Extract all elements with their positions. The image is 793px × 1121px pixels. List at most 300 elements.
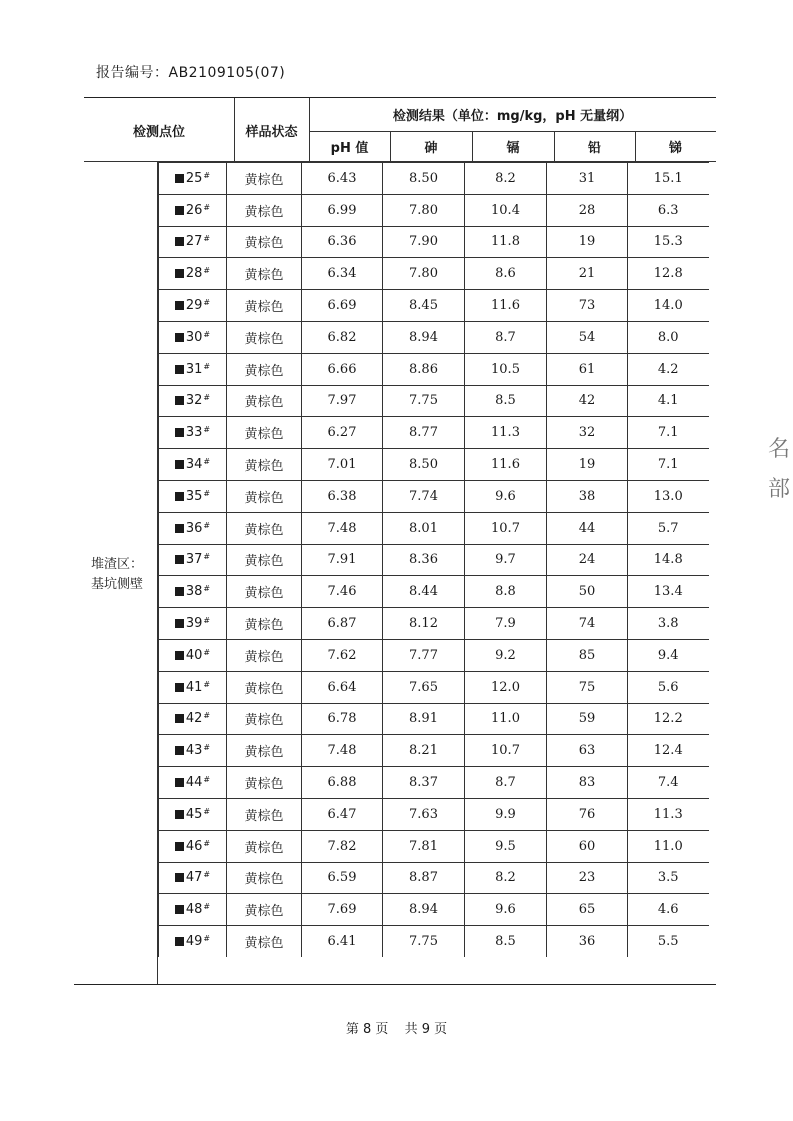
ph-cell: 7.46: [302, 576, 383, 608]
antimony-cell: 8.0: [628, 321, 709, 353]
lead-cell: 85: [547, 639, 628, 671]
point-cell: [159, 830, 227, 862]
point-cell: [159, 194, 227, 226]
cadmium-cell: 8.7: [465, 767, 547, 799]
arsenic-cell: 8.50: [383, 449, 465, 481]
group-label: [76, 555, 158, 595]
table-row: [159, 576, 709, 608]
point-cell: [159, 576, 227, 608]
point-number: 35: [185, 488, 203, 504]
arsenic-cell: 7.75: [383, 385, 465, 417]
sample-state-cell: 黄棕色: [227, 290, 302, 322]
point-cell: [159, 894, 227, 926]
table-row: [159, 226, 709, 258]
point-cell: [159, 163, 227, 195]
table-row: [159, 639, 709, 671]
ph-cell: 6.36: [302, 226, 383, 258]
ph-cell: 6.82: [302, 321, 383, 353]
point-number: 40: [185, 647, 203, 663]
header-col-lead: 铅: [587, 141, 601, 156]
antimony-cell: 11.3: [628, 798, 709, 830]
antimony-cell: 14.8: [628, 544, 709, 576]
point-hash-mark: #: [203, 838, 211, 848]
point-hash-mark: #: [203, 647, 211, 657]
antimony-cell: 4.2: [628, 353, 709, 385]
table-header: [0, 98, 793, 162]
ph-cell: 6.64: [302, 671, 383, 703]
antimony-cell: 14.0: [628, 290, 709, 322]
report-number: 报告编号：AB2109105(07): [96, 65, 286, 81]
ph-cell: 6.34: [302, 258, 383, 290]
table-row: [159, 163, 709, 195]
arsenic-cell: 8.21: [383, 735, 465, 767]
table-row: [159, 417, 709, 449]
square-marker-icon: [175, 174, 184, 183]
sample-state-cell: 黄棕色: [227, 576, 302, 608]
ph-cell: 7.82: [302, 830, 383, 862]
table-row: [159, 926, 709, 958]
point-hash-mark: #: [203, 870, 211, 880]
antimony-cell: 13.0: [628, 480, 709, 512]
point-number: 44: [185, 775, 203, 791]
results-table-body: [159, 163, 709, 958]
point-number: 32: [185, 393, 203, 409]
header-divider: [309, 98, 310, 162]
point-hash-mark: #: [203, 775, 211, 785]
cadmium-cell: 8.5: [465, 385, 547, 417]
point-cell: [159, 290, 227, 322]
point-number: 30: [185, 329, 203, 345]
antimony-cell: 12.8: [628, 258, 709, 290]
arsenic-cell: 7.65: [383, 671, 465, 703]
cadmium-cell: 12.0: [465, 671, 547, 703]
arsenic-cell: 7.74: [383, 480, 465, 512]
antimony-cell: 13.4: [628, 576, 709, 608]
square-marker-icon: [175, 651, 184, 660]
square-marker-icon: [175, 206, 184, 215]
antimony-cell: 7.4: [628, 767, 709, 799]
point-hash-mark: #: [203, 902, 211, 912]
cadmium-cell: 9.5: [465, 830, 547, 862]
cadmium-cell: 11.0: [465, 703, 547, 735]
point-hash-mark: #: [203, 488, 211, 498]
lead-cell: 19: [547, 449, 628, 481]
table-row: [159, 608, 709, 640]
ph-cell: 7.69: [302, 894, 383, 926]
lead-cell: 31: [547, 163, 628, 195]
point-hash-mark: #: [203, 520, 211, 530]
sample-state-cell: 黄棕色: [227, 449, 302, 481]
ph-cell: 7.48: [302, 735, 383, 767]
point-number: 29: [185, 298, 203, 314]
table-row: [159, 544, 709, 576]
point-hash-mark: #: [203, 361, 211, 371]
point-number: 31: [185, 361, 203, 377]
table-row: [159, 290, 709, 322]
point-number: 41: [185, 679, 203, 695]
point-number: 43: [185, 743, 203, 759]
lead-cell: 83: [547, 767, 628, 799]
point-cell: [159, 608, 227, 640]
antimony-cell: 15.3: [628, 226, 709, 258]
arsenic-cell: 8.37: [383, 767, 465, 799]
cadmium-cell: 11.6: [465, 290, 547, 322]
table-row: [159, 258, 709, 290]
point-hash-mark: #: [203, 616, 211, 626]
ph-cell: 6.69: [302, 290, 383, 322]
cadmium-cell: 8.2: [465, 163, 547, 195]
arsenic-cell: 8.36: [383, 544, 465, 576]
cadmium-cell: 11.8: [465, 226, 547, 258]
point-hash-mark: #: [203, 584, 211, 594]
arsenic-cell: 7.90: [383, 226, 465, 258]
lead-cell: 24: [547, 544, 628, 576]
ph-cell: 6.66: [302, 353, 383, 385]
square-marker-icon: [175, 301, 184, 310]
point-hash-mark: #: [203, 234, 211, 244]
sample-state-cell: 黄棕色: [227, 544, 302, 576]
sample-state-cell: 黄棕色: [227, 417, 302, 449]
square-marker-icon: [175, 333, 184, 342]
cadmium-cell: 9.6: [465, 894, 547, 926]
point-number: 36: [185, 520, 203, 536]
cadmium-cell: 10.7: [465, 512, 547, 544]
point-hash-mark: #: [203, 393, 211, 403]
square-marker-icon: [175, 396, 184, 405]
square-marker-icon: [175, 905, 184, 914]
point-number: 49: [185, 934, 203, 950]
sample-state-cell: 黄棕色: [227, 862, 302, 894]
cadmium-cell: 8.7: [465, 321, 547, 353]
ph-cell: 7.91: [302, 544, 383, 576]
arsenic-cell: 8.87: [383, 862, 465, 894]
cadmium-cell: 9.9: [465, 798, 547, 830]
table-row: [159, 894, 709, 926]
square-marker-icon: [175, 587, 184, 596]
table-row: [159, 385, 709, 417]
lead-cell: 42: [547, 385, 628, 417]
antimony-cell: 5.6: [628, 671, 709, 703]
side-stamp-fragment: [768, 430, 793, 580]
square-marker-icon: [175, 778, 184, 787]
point-hash-mark: #: [203, 934, 211, 944]
header-divider: [390, 131, 391, 162]
point-hash-mark: #: [203, 329, 211, 339]
table-row: [159, 735, 709, 767]
square-marker-icon: [175, 937, 184, 946]
arsenic-cell: 8.45: [383, 290, 465, 322]
antimony-cell: 9.4: [628, 639, 709, 671]
point-hash-mark: #: [203, 425, 211, 435]
ph-cell: 6.43: [302, 163, 383, 195]
point-cell: [159, 226, 227, 258]
sample-state-cell: 黄棕色: [227, 480, 302, 512]
point-hash-mark: #: [203, 806, 211, 816]
arsenic-cell: 8.50: [383, 163, 465, 195]
square-marker-icon: [175, 428, 184, 437]
point-number: 42: [185, 711, 203, 727]
lead-cell: 36: [547, 926, 628, 958]
table-bottom-rule: [74, 984, 716, 985]
ph-cell: 6.88: [302, 767, 383, 799]
sample-state-cell: 黄棕色: [227, 353, 302, 385]
table-row: [159, 798, 709, 830]
cadmium-cell: 10.5: [465, 353, 547, 385]
header-divider: [472, 131, 473, 162]
lead-cell: 59: [547, 703, 628, 735]
cadmium-cell: 8.8: [465, 576, 547, 608]
point-number: 37: [185, 552, 203, 568]
square-marker-icon: [175, 269, 184, 278]
point-cell: [159, 926, 227, 958]
ph-cell: 6.27: [302, 417, 383, 449]
header-col-arsenic: 砷: [424, 141, 438, 156]
point-hash-mark: #: [203, 170, 211, 180]
point-cell: [159, 544, 227, 576]
arsenic-cell: 8.94: [383, 321, 465, 353]
arsenic-cell: 8.12: [383, 608, 465, 640]
arsenic-cell: 8.91: [383, 703, 465, 735]
page-footer: [0, 1018, 793, 1037]
point-hash-mark: #: [203, 266, 211, 276]
lead-cell: 32: [547, 417, 628, 449]
header-col-cadmium: 镉: [506, 141, 520, 156]
point-hash-mark: #: [203, 711, 211, 721]
arsenic-cell: 8.86: [383, 353, 465, 385]
lead-cell: 44: [547, 512, 628, 544]
ph-cell: 6.41: [302, 926, 383, 958]
sample-state-cell: 黄棕色: [227, 767, 302, 799]
cadmium-cell: 8.5: [465, 926, 547, 958]
point-cell: [159, 353, 227, 385]
sample-state-cell: 黄棕色: [227, 830, 302, 862]
ph-cell: 6.47: [302, 798, 383, 830]
lead-cell: 19: [547, 226, 628, 258]
header-divider: [554, 131, 555, 162]
antimony-cell: 5.5: [628, 926, 709, 958]
point-hash-mark: #: [203, 743, 211, 753]
header-col-ph: pH 值: [330, 141, 369, 156]
square-marker-icon: [175, 810, 184, 819]
header-divider: [635, 131, 636, 162]
cadmium-cell: 9.6: [465, 480, 547, 512]
header-divider: [309, 131, 716, 132]
lead-cell: 76: [547, 798, 628, 830]
cadmium-cell: 11.3: [465, 417, 547, 449]
point-hash-mark: #: [203, 679, 211, 689]
square-marker-icon: [175, 524, 184, 533]
point-number: 47: [185, 870, 203, 886]
antimony-cell: 7.1: [628, 417, 709, 449]
ph-cell: 6.78: [302, 703, 383, 735]
sample-state-cell: 黄棕色: [227, 735, 302, 767]
sample-state-cell: 黄棕色: [227, 226, 302, 258]
table-row: [159, 703, 709, 735]
lead-cell: 21: [547, 258, 628, 290]
results-table: [158, 162, 709, 957]
square-marker-icon: [175, 746, 184, 755]
sample-state-cell: 黄棕色: [227, 385, 302, 417]
square-marker-icon: [175, 842, 184, 851]
cadmium-cell: 10.7: [465, 735, 547, 767]
square-marker-icon: [175, 237, 184, 246]
arsenic-cell: 8.44: [383, 576, 465, 608]
table-row: [159, 862, 709, 894]
page-total: 共 9 页: [404, 1022, 448, 1037]
arsenic-cell: 7.77: [383, 639, 465, 671]
antimony-cell: 5.7: [628, 512, 709, 544]
point-number: 46: [185, 838, 203, 854]
square-marker-icon: [175, 460, 184, 469]
sample-state-cell: 黄棕色: [227, 894, 302, 926]
point-cell: [159, 767, 227, 799]
lead-cell: 38: [547, 480, 628, 512]
cadmium-cell: 8.6: [465, 258, 547, 290]
antimony-cell: 12.2: [628, 703, 709, 735]
header-location: 检测点位: [132, 124, 185, 140]
point-cell: [159, 258, 227, 290]
table-row: [159, 480, 709, 512]
lead-cell: 73: [547, 290, 628, 322]
sample-state-cell: 黄棕色: [227, 671, 302, 703]
side-stamp-line2: 部: [768, 477, 791, 502]
point-number: 45: [185, 806, 203, 822]
antimony-cell: 11.0: [628, 830, 709, 862]
table-row: [159, 671, 709, 703]
ph-cell: 6.59: [302, 862, 383, 894]
square-marker-icon: [175, 619, 184, 628]
square-marker-icon: [175, 555, 184, 564]
ph-cell: 7.01: [302, 449, 383, 481]
point-cell: [159, 703, 227, 735]
point-hash-mark: #: [203, 298, 211, 308]
cadmium-cell: 9.7: [465, 544, 547, 576]
table-row: [159, 321, 709, 353]
antimony-cell: 3.5: [628, 862, 709, 894]
antimony-cell: 6.3: [628, 194, 709, 226]
point-hash-mark: #: [203, 202, 211, 212]
square-marker-icon: [175, 365, 184, 374]
arsenic-cell: 7.80: [383, 194, 465, 226]
cadmium-cell: 11.6: [465, 449, 547, 481]
ph-cell: 6.38: [302, 480, 383, 512]
group-label-line1: 堆渣区：: [90, 557, 143, 572]
point-number: 33: [185, 425, 203, 441]
lead-cell: 74: [547, 608, 628, 640]
table-row: [159, 353, 709, 385]
sample-state-cell: 黄棕色: [227, 703, 302, 735]
point-hash-mark: #: [203, 457, 211, 467]
header-divider: [234, 98, 235, 162]
arsenic-cell: 8.01: [383, 512, 465, 544]
point-number: 34: [185, 457, 203, 473]
lead-cell: 50: [547, 576, 628, 608]
cadmium-cell: 8.2: [465, 862, 547, 894]
sample-state-cell: 黄棕色: [227, 608, 302, 640]
antimony-cell: 3.8: [628, 608, 709, 640]
header-col-antimony: 锑: [668, 141, 682, 156]
point-cell: [159, 862, 227, 894]
sample-state-cell: 黄棕色: [227, 321, 302, 353]
point-cell: [159, 735, 227, 767]
point-cell: [159, 480, 227, 512]
lead-cell: 60: [547, 830, 628, 862]
ph-cell: 7.62: [302, 639, 383, 671]
table-row: [159, 194, 709, 226]
ph-cell: 6.87: [302, 608, 383, 640]
sample-state-cell: 黄棕色: [227, 639, 302, 671]
table-row: [159, 449, 709, 481]
square-marker-icon: [175, 492, 184, 501]
lead-cell: 75: [547, 671, 628, 703]
lead-cell: 28: [547, 194, 628, 226]
point-number: 26: [185, 202, 203, 218]
cadmium-cell: 9.2: [465, 639, 547, 671]
sample-state-cell: 黄棕色: [227, 194, 302, 226]
antimony-cell: 12.4: [628, 735, 709, 767]
point-number: 39: [185, 616, 203, 632]
point-number: 28: [185, 266, 203, 282]
point-number: 25: [185, 170, 203, 186]
group-label-line2: 基坑侧壁: [90, 577, 143, 592]
point-cell: [159, 449, 227, 481]
arsenic-cell: 7.81: [383, 830, 465, 862]
sample-state-cell: 黄棕色: [227, 258, 302, 290]
header-results-title: 检测结果（单位：mg/kg，pH 无量纲）: [392, 109, 633, 124]
sample-state-cell: 黄棕色: [227, 163, 302, 195]
sample-state-cell: 黄棕色: [227, 926, 302, 958]
lead-cell: 61: [547, 353, 628, 385]
arsenic-cell: 7.75: [383, 926, 465, 958]
square-marker-icon: [175, 683, 184, 692]
point-cell: [159, 385, 227, 417]
page-number: 第 8 页: [345, 1022, 389, 1037]
point-number: 27: [185, 234, 203, 250]
point-hash-mark: #: [203, 552, 211, 562]
lead-cell: 54: [547, 321, 628, 353]
point-cell: [159, 321, 227, 353]
point-cell: [159, 512, 227, 544]
lead-cell: 23: [547, 862, 628, 894]
arsenic-cell: 7.63: [383, 798, 465, 830]
antimony-cell: 4.6: [628, 894, 709, 926]
point-cell: [159, 798, 227, 830]
point-number: 38: [185, 584, 203, 600]
table-row: [159, 830, 709, 862]
cadmium-cell: 7.9: [465, 608, 547, 640]
antimony-cell: 7.1: [628, 449, 709, 481]
point-cell: [159, 671, 227, 703]
arsenic-cell: 7.80: [383, 258, 465, 290]
square-marker-icon: [175, 714, 184, 723]
ph-cell: 7.48: [302, 512, 383, 544]
arsenic-cell: 8.77: [383, 417, 465, 449]
point-number: 48: [185, 902, 203, 918]
antimony-cell: 4.1: [628, 385, 709, 417]
point-cell: [159, 639, 227, 671]
sample-state-cell: 黄棕色: [227, 512, 302, 544]
ph-cell: 7.97: [302, 385, 383, 417]
table-row: [159, 767, 709, 799]
lead-cell: 65: [547, 894, 628, 926]
point-cell: [159, 417, 227, 449]
header-sample-state: 样品状态: [245, 124, 298, 140]
side-stamp-line1: 名: [768, 437, 791, 462]
cadmium-cell: 10.4: [465, 194, 547, 226]
arsenic-cell: 8.94: [383, 894, 465, 926]
ph-cell: 6.99: [302, 194, 383, 226]
table-row: [159, 512, 709, 544]
